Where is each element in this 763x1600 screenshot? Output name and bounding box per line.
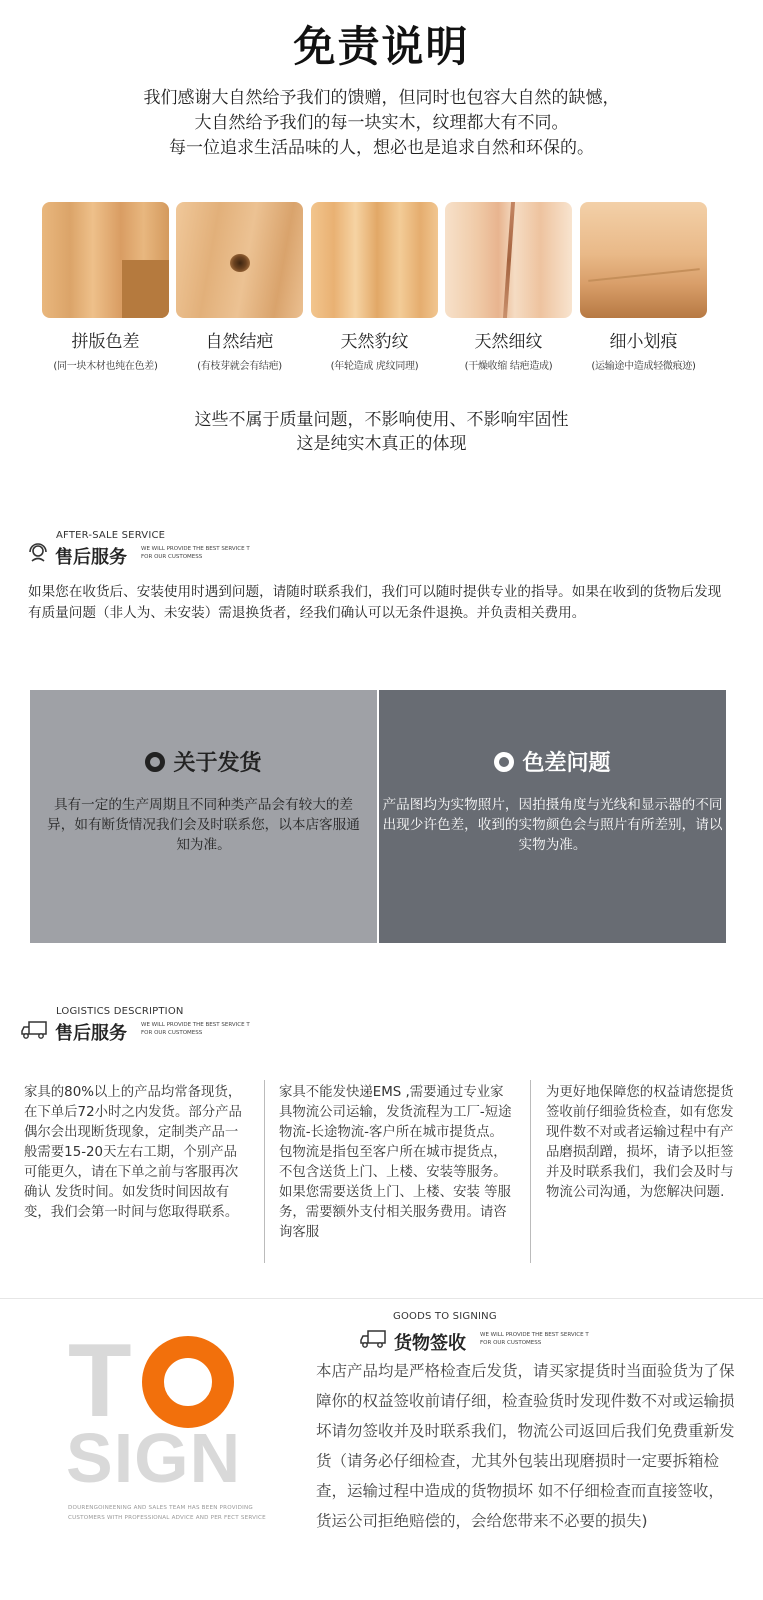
logo-letter-t: T [68,1323,132,1439]
section-tagline [480,1331,589,1347]
intro-line: 大自然给予我们的每一块实木，纹理都大有不同。 [194,113,569,133]
shipping-panel [30,690,377,943]
quality-statement [0,408,763,456]
truck-icon [359,1328,387,1350]
section-zh-title: 货物签收 [394,1333,466,1354]
color-panel-title [379,746,726,777]
color-panel-body: 产品图均为实物照片，因拍摄角度与光线和显示器的不同出现少许色差，收到的实物颜色会与照片有所差别，请以实物为准。 [382,797,723,853]
page-title: 免责说明 [293,22,470,71]
tagline-line: WE WILL PROVIDE THE BEST SERVICE T [480,1332,589,1338]
tagline-line: WE WILL PROVIDE THE BEST SERVICE T [141,1022,250,1028]
wood-sample [445,202,572,372]
color-panel [379,690,726,943]
wood-label: 天然豹纹 [340,332,409,352]
statement-line: 这是纯实木真正的体现 [296,434,467,454]
circle-bullet-icon [145,752,165,772]
tagline-line: FOR OUR CUSTOMESS [480,1340,542,1346]
wood-sample [311,202,438,372]
wood-image [445,202,572,318]
wood-sample [42,202,169,372]
section-en-title: GOODS TO SIGNING [393,1311,497,1322]
wood-sample [580,202,707,372]
after-sale-text: 如果您在收货后、安装使用时遇到问题，请随时联系我们，我们可以随时提供专业的指导。如果在收到的货物后发现有质量问题（非人为、未安装）需退换货者，经我们确认可以无条件退换。并负责相关费用。 [28,584,722,621]
logistics-column: 家具不能发快递EMS ,需要通过专业家具物流公司运输，发货流程为工厂-短途物流-长途物流-客户所在城市提货点。包物流是指包至客户所在城市提货点，不包含送货上门、上楼、安装等服务。如果您需要送货上门、上楼、安装 等服务，需要额外支付相关服务费用。请咨询客服 [279,1085,512,1240]
signing-text: 本店产品均是严格检查后发货，请买家提货时当面验货为了保障你的权益签收前请仔细，检查验货时发现件数不对或运输损坏请勿签收并及时联系我们，物流公司返回后我们免费重新发货（请务必仔细检查，尤其外包装出现磨损时一定要拆箱检查，运输过程中造成的货物损坏 如不仔细检查而直接签收，货运公司拒绝赔偿的，会给您带来不必要的损失) [316,1362,735,1530]
headset-icon [26,541,50,565]
logistics-column: 家具的80%以上的产品均常备现货，在下单后72小时之内发货。部分产品偶尔会出现断货现象，定制类产品一般需要15-20天左右工期，个别产品可能更久，请在下单之前与客服再次确认 发货时间。如发货时间因故有变，我们会第一时间与您取得联系。 [24,1085,242,1220]
wood-image [42,202,169,318]
shipping-panel-title [30,746,377,777]
wood-note: (干燥收缩 结疤造成) [464,361,553,372]
wood-note: (有枝芽就会有结疤) [197,361,282,372]
tagline-line: FOR OUR CUSTOMESS [141,1030,203,1036]
section-en-title: AFTER-SALE SERVICE [56,530,166,541]
to-sign-logo [68,1322,258,1498]
truck-icon [20,1019,48,1041]
tagline-line: WE WILL PROVIDE THE BEST SERVICE T [141,546,250,552]
wood-note: (年轮造成 虎纹同理) [330,361,419,372]
section-divider [0,1298,763,1299]
wood-image [311,202,438,318]
section-tagline [141,545,250,561]
shipping-panel-body: 具有一定的生产周期且不同种类产品会有较大的差异，如有断货情况我们会及时联系您，以本店客服通知为准。 [47,797,360,853]
circle-bullet-icon [494,752,514,772]
section-en-title: LOGISTICS DESCRIPTION [56,1006,184,1017]
column-divider [264,1080,265,1263]
section-zh-title: 售后服务 [55,1023,127,1044]
section-zh-title: 售后服务 [55,547,127,568]
statement-line: 这些不属于质量问题，不影响使用、不影响牢固性 [194,410,569,430]
wood-label: 自然结疤 [205,332,274,352]
wood-image [176,202,303,318]
section-tagline [141,1021,250,1037]
panel-title-text: 关于发货 [173,751,262,776]
wood-label: 拼版色差 [71,332,140,352]
wood-label: 天然细纹 [474,332,543,352]
column-divider [530,1080,531,1263]
tagline-line: FOR OUR CUSTOMESS [141,554,203,560]
wood-label: 细小划痕 [609,332,678,352]
intro-text [60,86,703,161]
intro-line: 每一位追求生活品味的人，想必也是追求自然和环保的。 [169,138,594,158]
logo-tagline: DOURENGOINEENING AND SALES TEAM HAS BEEN PROVIDING CUSTOMERS WITH PROFESSIONAL ADVICE AND PER FECT SERVICE [68,1505,266,1521]
logo-sign-word: SIGN [66,1419,242,1497]
wood-samples [42,202,725,372]
wood-image [580,202,707,318]
panel-title-text: 色差问题 [522,751,611,776]
logo-letter-o [142,1336,234,1428]
intro-line: 我们感谢大自然给予我们的馈赠，但同时也包容大自然的缺憾， [143,88,620,108]
wood-note: (同一块木材也纯在色差) [53,361,158,372]
logistics-column: 为更好地保障您的权益请您提货签收前仔细验货检查，如有您发现件数不对或者运输过程中有产品磨损刮蹭，损坏，请予以拒签并及时联系我们，我们会及时与物流公司沟通，为您解决问题. [546,1085,734,1200]
wood-sample [176,202,303,372]
wood-note: (运输途中造成轻微痕迹) [591,361,696,372]
